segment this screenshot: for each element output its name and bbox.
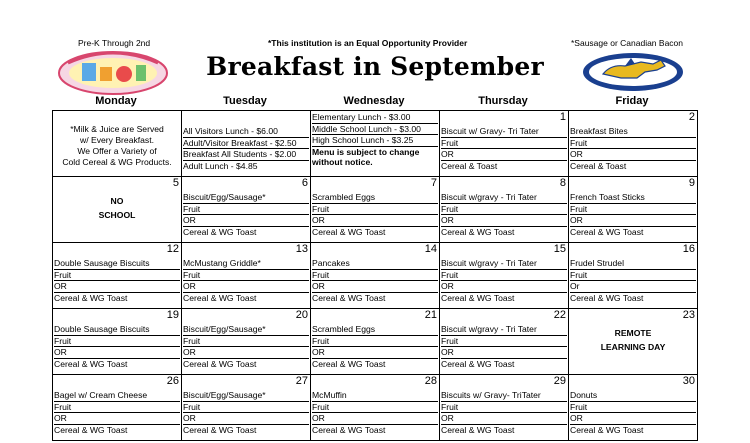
note-line: We Offer a Variety of: [77, 146, 157, 156]
menu-item: Fruit: [183, 204, 309, 216]
menu-item: Biscuit/Egg/Sausage*: [183, 192, 309, 204]
menu-item: Breakfast Bites: [570, 126, 696, 138]
menu-item: Fruit: [183, 336, 309, 348]
menu-item: Scrambled Eggs: [312, 192, 438, 204]
day-number: 12: [166, 243, 179, 255]
calendar-cell: [440, 243, 569, 309]
day-number: 20: [295, 309, 308, 321]
menu-change-note: without notice.: [312, 157, 373, 168]
day-number: 16: [682, 243, 695, 255]
menu-item: Fruit: [570, 270, 696, 282]
day-number: 29: [553, 375, 566, 387]
calendar-cell: [569, 309, 698, 375]
menu-item: Bagel w/ Cream Cheese: [54, 390, 180, 402]
menu-item: OR: [441, 281, 567, 293]
menu-item: Cereal & WG Toast: [312, 358, 386, 369]
calendar-cell: [182, 111, 311, 177]
calendar-cell: [53, 309, 182, 375]
note-line: Cold Cereal & WG Products.: [62, 157, 172, 167]
menu-item: OR: [570, 413, 696, 425]
price-line: Adult/Visitor Breakfast - $2.50: [183, 138, 309, 150]
calendar-cell: [53, 243, 182, 309]
menu-item: Double Sausage Biscuits: [54, 258, 180, 270]
menu-lines: [182, 243, 310, 303]
calendar-cell: [311, 177, 440, 243]
calendar-cell: [440, 309, 569, 375]
menu-item: Pancakes: [312, 258, 438, 270]
menu-item: Biscuit w/ Gravy- Tri Tater: [441, 126, 567, 138]
notice-line: REMOTE: [614, 328, 652, 338]
menu-item: Fruit: [441, 204, 567, 216]
menu-item: Biscuit w/gravy - Tri Tater: [441, 324, 567, 336]
menu-item: Cereal & WG Toast: [183, 358, 257, 369]
menu-item: Fruit: [570, 138, 696, 150]
day-header-thursday: Thursday: [478, 95, 528, 107]
day-number: 2: [688, 111, 695, 123]
milk-juice-note: [53, 111, 181, 168]
menu-lines: [53, 375, 181, 435]
price-line: Middle School Lunch - $3.00: [312, 124, 438, 136]
menu-item: OR: [312, 347, 438, 359]
menu-item: Cereal & Toast: [441, 160, 498, 171]
day-number: 21: [424, 309, 437, 321]
calendar-cell: [182, 309, 311, 375]
calendar-cell: [440, 375, 569, 441]
menu-item: Cereal & WG Toast: [54, 358, 128, 369]
menu-lines: [440, 243, 568, 303]
calendar-cell: [311, 309, 440, 375]
menu-item: Cereal & WG Toast: [570, 292, 644, 303]
menu-item: OR: [183, 413, 309, 425]
calendar-cell: [440, 111, 569, 177]
menu-item: Cereal & Toast: [570, 160, 627, 171]
menu-item: Biscuit/Egg/Sausage*: [183, 324, 309, 336]
menu-lines: [569, 243, 697, 303]
notice-line: NO: [110, 196, 124, 206]
menu-item: Biscuit w/gravy - Tri Tater: [441, 258, 567, 270]
remote-learning-notice: [569, 309, 697, 354]
menu-item: OR: [441, 347, 567, 359]
calendar-cell: [53, 111, 182, 177]
menu-item: Fruit: [441, 402, 567, 414]
calendar-cell: [311, 243, 440, 309]
menu-item: Frudel Strudel: [570, 258, 696, 270]
day-header-wednesday: Wednesday: [343, 95, 405, 107]
calendar-cell: [53, 375, 182, 441]
note-line: w/ Every Breakfast.: [79, 135, 155, 145]
day-number: 8: [559, 177, 566, 189]
menu-item: OR: [570, 149, 696, 161]
menu-item: Cereal & WG Toast: [183, 226, 257, 237]
menu-item: Fruit: [570, 402, 696, 414]
price-line: Adult Lunch - $4.85: [183, 160, 258, 171]
menu-item: Cereal & WG Toast: [312, 226, 386, 237]
menu-item: Cereal & WG Toast: [183, 292, 257, 303]
menu-item: Or: [570, 281, 696, 293]
notice-line: LEARNING DAY: [600, 342, 666, 352]
menu-item: Cereal & WG Toast: [54, 292, 128, 303]
menu-lines: [569, 177, 697, 237]
menu-item: Scrambled Eggs: [312, 324, 438, 336]
menu-item: OR: [312, 281, 438, 293]
menu-item: OR: [441, 215, 567, 227]
breakfast-calendar: [52, 110, 698, 441]
day-number: 19: [166, 309, 179, 321]
menu-item: Fruit: [312, 402, 438, 414]
menu-item: OR: [183, 215, 309, 227]
menu-change-note: Menu is subject to change: [312, 146, 420, 157]
day-header-tuesday: Tuesday: [223, 95, 267, 107]
menu-item: Fruit: [54, 402, 180, 414]
menu-item: French Toast Sticks: [570, 192, 696, 204]
day-number: 7: [430, 177, 437, 189]
calendar-cell: [311, 375, 440, 441]
day-number: 9: [688, 177, 695, 189]
menu-lines: [182, 375, 310, 435]
day-header-friday: Friday: [615, 95, 649, 107]
menu-item: Fruit: [54, 336, 180, 348]
menu-item: OR: [441, 149, 567, 161]
menu-item: McMuffin: [312, 390, 438, 402]
menu-item: Fruit: [312, 270, 438, 282]
menu-item: Cereal & WG Toast: [441, 292, 515, 303]
price-line: High School Lunch - $3.25: [312, 135, 438, 147]
day-number: 14: [424, 243, 437, 255]
calendar-cell: [182, 177, 311, 243]
menu-lines: [311, 177, 439, 237]
day-number: 13: [295, 243, 308, 255]
page-title: Breakfast in September: [206, 52, 544, 81]
calendar-cell: [182, 375, 311, 441]
lunch-prices: [311, 111, 439, 168]
menu-lines: [311, 375, 439, 435]
price-line: All Visitors Lunch - $6.00: [183, 126, 309, 138]
day-number: 5: [172, 177, 179, 189]
day-number: 30: [682, 375, 695, 387]
menu-lines: [53, 243, 181, 303]
menu-item: Cereal & WG Toast: [570, 424, 644, 435]
menu-item: Biscuit/Egg/Sausage*: [183, 390, 309, 402]
menu-item: Cereal & WG Toast: [570, 226, 644, 237]
menu-lines: [53, 309, 181, 369]
menu-lines: [440, 177, 568, 237]
menu-lines: [182, 309, 310, 369]
menu-item: Cereal & WG Toast: [312, 292, 386, 303]
menu-lines: [440, 111, 568, 171]
menu-item: Fruit: [570, 204, 696, 216]
mustang-logo-icon: [581, 52, 685, 92]
menu-lines: [311, 243, 439, 303]
menu-item: Fruit: [183, 270, 309, 282]
sausage-note: *Sausage or Canadian Bacon: [571, 38, 683, 48]
menu-item: OR: [54, 281, 180, 293]
day-number: 6: [301, 177, 308, 189]
menu-item: OR: [312, 413, 438, 425]
menu-item: Cereal & WG Toast: [441, 358, 515, 369]
menu-item: OR: [183, 281, 309, 293]
menu-item: Cereal & WG Toast: [312, 424, 386, 435]
menu-lines: [311, 309, 439, 369]
calendar-cell: [569, 177, 698, 243]
menu-item: Biscuit w/gravy - Tri Tater: [441, 192, 567, 204]
menu-item: Fruit: [441, 336, 567, 348]
no-school-notice: [53, 177, 181, 222]
day-number: 22: [553, 309, 566, 321]
menu-item: Fruit: [312, 204, 438, 216]
menu-lines: [569, 111, 697, 171]
menu-item: Donuts: [570, 390, 696, 402]
price-line: Elementary Lunch - $3.00: [312, 112, 438, 124]
menu-item: Cereal & WG Toast: [54, 424, 128, 435]
menu-item: OR: [54, 413, 180, 425]
calendar-cell: [569, 375, 698, 441]
menu-lines: [440, 375, 568, 435]
day-number: 15: [553, 243, 566, 255]
menu-item: OR: [54, 347, 180, 359]
menu-lines: [440, 309, 568, 369]
menu-item: Fruit: [441, 138, 567, 150]
menu-item: Fruit: [312, 336, 438, 348]
calendar-cell: [569, 111, 698, 177]
menu-item: Fruit: [441, 270, 567, 282]
menu-item: Fruit: [54, 270, 180, 282]
day-number: 1: [559, 111, 566, 123]
note-line: *Milk & Juice are Served: [70, 124, 164, 134]
notice-line: SCHOOL: [98, 210, 136, 220]
menu-item: Biscuits w/ Gravy- TriTater: [441, 390, 567, 402]
calendar-cell: [440, 177, 569, 243]
equal-opportunity-notice: *This institution is an Equal Opportunity Provider: [268, 38, 468, 48]
menu-item: Cereal & WG Toast: [183, 424, 257, 435]
day-number: 23: [682, 309, 695, 321]
day-number: 27: [295, 375, 308, 387]
menu-item: OR: [312, 215, 438, 227]
menu-lines: [182, 177, 310, 237]
day-number: 28: [424, 375, 437, 387]
price-line: Breakfast All Students - $2.00: [183, 149, 309, 161]
menu-item: Cereal & WG Toast: [441, 226, 515, 237]
grade-range-label: Pre-K Through 2nd: [78, 38, 151, 48]
menu-item: OR: [183, 347, 309, 359]
menu-item: Fruit: [183, 402, 309, 414]
breakfast-logo-icon: [58, 47, 168, 95]
menu-item: Cereal & WG Toast: [441, 424, 515, 435]
menu-item: OR: [570, 215, 696, 227]
day-header-monday: Monday: [95, 95, 137, 107]
calendar-cell: [182, 243, 311, 309]
day-number: 26: [166, 375, 179, 387]
menu-item: McMustang Griddle*: [183, 258, 309, 270]
menu-item: Double Sausage Biscuits: [54, 324, 180, 336]
calendar-cell: [53, 177, 182, 243]
calendar-cell: [569, 243, 698, 309]
calendar-cell: [311, 111, 440, 177]
menu-lines: [569, 375, 697, 435]
lunch-prices: [182, 111, 310, 171]
menu-item: OR: [441, 413, 567, 425]
